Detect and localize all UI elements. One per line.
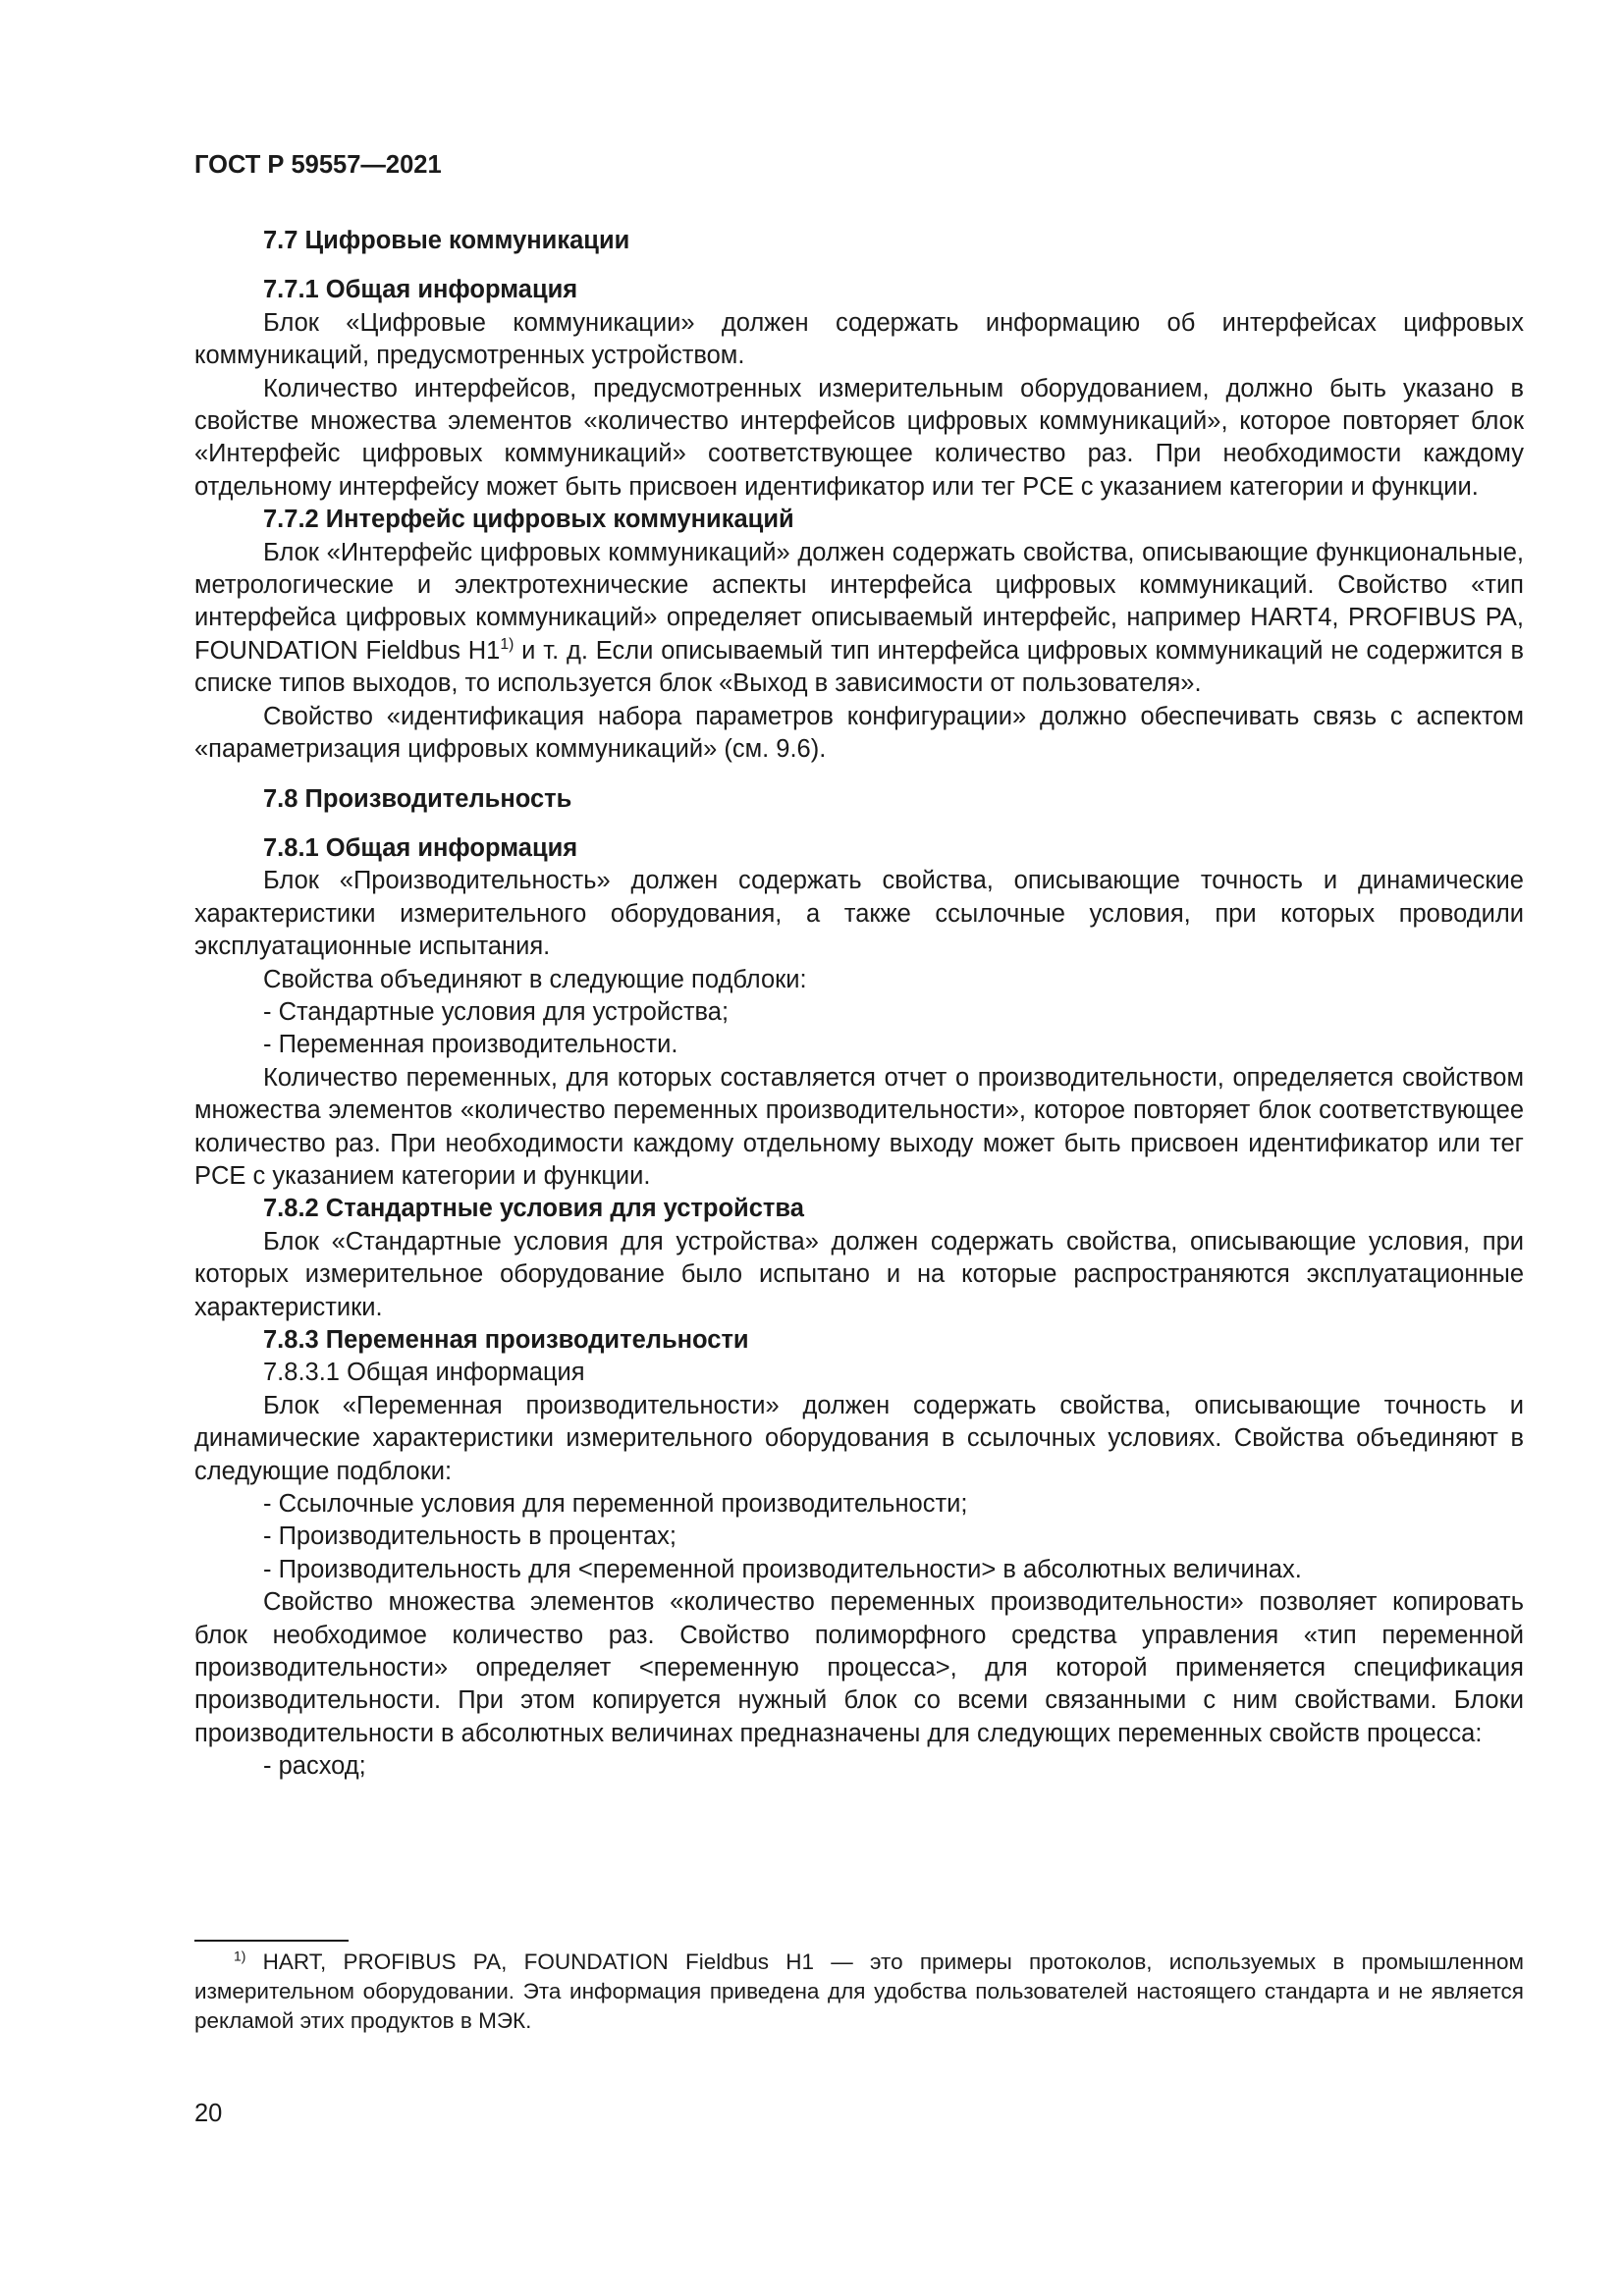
list-item: - Ссылочные условия для переменной производительности; xyxy=(263,1490,968,1519)
section-7-8-2-heading: 7.8.2 Стандартные условия для устройства xyxy=(263,1195,804,1223)
paragraph: Блок «Стандартные условия для устройства» должен содержать свойства, описывающие условия, при которых измерительное оборудование было испытано и на которые распространяются эксплуатационные характеристики. xyxy=(194,1227,1524,1321)
footnote xyxy=(194,1948,1524,2036)
section-7-8-3-heading: 7.8.3 Переменная производительности xyxy=(263,1326,749,1354)
section-7-8-heading: 7.8 Производительность xyxy=(263,784,572,813)
paragraph: Количество переменных, для которых составляется отчет о производительности, определяется свойством множества элементов «количество переменных производительности», которое повторяет блок соответствующее количество раз. При необходимости каждому отдельному выходу может быть присвоен идентификатор или тег PCE с указанием категории и функции. xyxy=(194,1063,1524,1190)
paragraph: Блок «Переменная производительности» должен содержать свойства, описывающие точность и динамические характеристики измерительного оборудования в ссылочных условиях. Свойства объединяют в следующие подблоки: xyxy=(194,1391,1524,1485)
section-7-7-1-heading: 7.7.1 Общая информация xyxy=(263,276,578,304)
list-item: - Стандартные условия для устройства; xyxy=(263,997,730,1026)
list-item: - Производительность в процентах; xyxy=(263,1522,677,1551)
document-header: ГОСТ Р 59557—2021 xyxy=(194,151,442,179)
paragraph: Блок «Цифровые коммуникации» должен содержать информацию об интерфейсах цифровых коммуникаций, предусмотренных устройством. xyxy=(194,308,1524,370)
paragraph: Блок «Производительность» должен содержать свойства, описывающие точность и динамические характеристики измерительного оборудования, а также ссылочные условия, при которых проводили эксплуатационные испытания. xyxy=(194,867,1524,961)
section-7-7-heading: 7.7 Цифровые коммуникации xyxy=(263,227,630,254)
paragraph: Свойство множества элементов «количество переменных производительности» позволяет копировать блок необходимое количество раз. Свойство полиморфного средства управления «тип переменной производительности» определяет <переменную процесса>, для которой применяется спецификация производительности. При этом копируется нужный блок со всеми связанными с ним свойствами. Блоки производительности в абсолютных величинах предназначены для следующих переменных свойств процесса: xyxy=(194,1588,1524,1747)
list-item: - Переменная производительности. xyxy=(263,1031,678,1059)
document-body xyxy=(194,225,1524,1784)
section-7-8-3-1-heading: 7.8.3.1 Общая информация xyxy=(263,1359,585,1387)
page-number: 20 xyxy=(194,2100,223,2127)
footnote-text: HART, PROFIBUS PA, FOUNDATION Fieldbus H1 — это примеры протоколов, используемых в промышленном измерительном оборудовании. Эта информация приведена для удобства пользователей настоящего стандарта и не является рекламой этих продуктов в МЭК. xyxy=(194,1949,1524,2033)
footnote-marker: 1) xyxy=(234,1948,246,1964)
footnote-separator xyxy=(194,1940,349,1942)
paragraph: Количество интерфейсов, предусмотренных измерительным оборудованием, должно быть указано в свойстве множества элементов «количество интерфейсов цифровых коммуникаций», которое повторяет блок «Интерфейс цифровых коммуникаций» соответствующее количество раз. При необходимости каждому отдельному интерфейсу может быть присвоен идентификатор или тег PCE с указанием категории и функции. xyxy=(194,374,1524,501)
list-item: - расход; xyxy=(263,1752,366,1781)
paragraph: Свойство «идентификация набора параметров конфигурации» должно обеспечивать связь с аспектом «параметризация цифровых коммуникаций» (см. 9.6). xyxy=(194,702,1524,764)
paragraph-text: Блок «Интерфейс цифровых коммуникаций» должен содержать свойства, описывающие функциональные, метрологические и электротехнические аспекты интерфейса цифровых коммуникаций. Свойство «тип интерфейса цифровых коммуникаций» определяет описываемый интерфейс, например HART4, PROFIBUS PA, FOUNDATION Fieldbus H1 xyxy=(194,538,1524,665)
list-item: - Производительность для <переменной производительности> в абсолютных величинах. xyxy=(263,1555,1302,1583)
footnote-reference: 1) xyxy=(500,636,514,654)
section-7-8-1-heading: 7.8.1 Общая информация xyxy=(263,833,578,862)
paragraph-text: и т. д. Если описываемый тип интерфейса цифровых коммуникаций не содержится в списке типов выходов, то используется блок «Выход в зависимости от пользователя». xyxy=(194,636,1524,698)
paragraph-with-footnote-ref xyxy=(194,537,1524,701)
section-7-7-2-heading: 7.7.2 Интерфейс цифровых коммуникаций xyxy=(263,506,794,534)
paragraph: Свойства объединяют в следующие подблоки: xyxy=(263,965,807,993)
